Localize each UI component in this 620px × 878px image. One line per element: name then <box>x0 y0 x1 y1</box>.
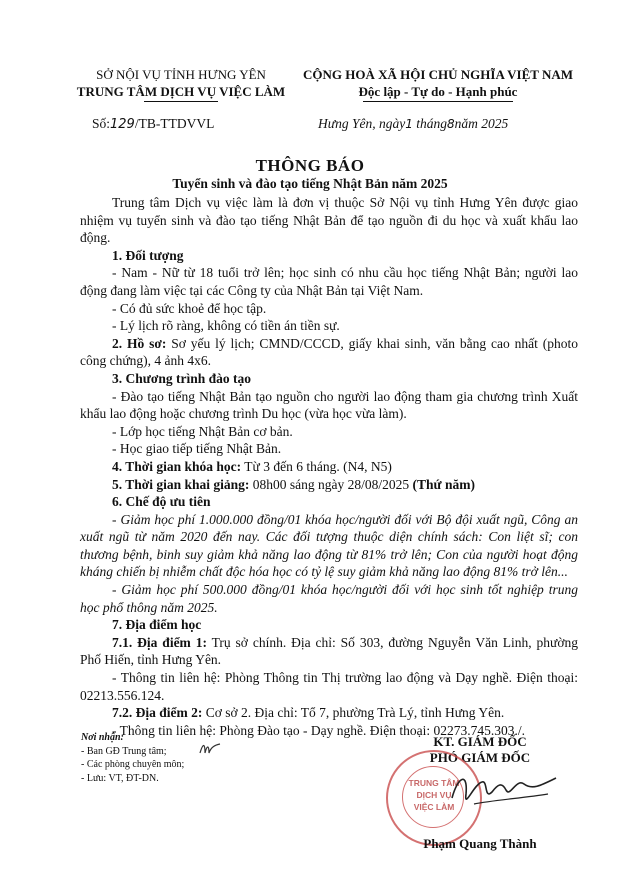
section-5-heading: 5. Thời gian khai giảng: <box>112 476 250 492</box>
section-1-line-1: - Nam - Nữ từ 18 tuổi trở lên; học sinh có nhu cầu học tiếng Nhật Bản; người lao động đang làm việc tại các Công ty của Nhật Bản tại Việt Nam. <box>80 265 578 298</box>
date-year: năm 2025 <box>454 116 509 131</box>
recipient-item: - Các phòng chuyên môn; <box>81 759 185 770</box>
motto: Độc lập - Tự do - Hạnh phúc <box>358 84 518 99</box>
agency-name: SỞ NỘI VỤ TỈNH HƯNG YÊN <box>96 67 266 82</box>
unit-name: TRUNG TÂM DỊCH VỤ VIỆC LÀM <box>76 84 286 99</box>
section-3-line-2: - Lớp học tiếng Nhật Bản cơ bản. <box>112 423 293 439</box>
doc-no-suffix: /TB-TTDVVL <box>134 116 215 131</box>
signer-title-2: PHÓ GIÁM ĐỐC <box>429 750 531 765</box>
nation-block <box>288 66 588 102</box>
seal-text-bot: VIỆC LÀM <box>413 802 455 812</box>
location-2 <box>80 704 578 722</box>
section-6-heading: 6. Chế độ ưu tiên <box>112 494 211 510</box>
recipients-block <box>81 731 184 785</box>
location-1-contact: - Thông tin liên hệ: Phòng Thông tin Thị trường lao động và Dạy nghề. Điện thoại: 02213.556.124. <box>80 670 578 703</box>
section-4-heading: 4. Thời gian khóa học: <box>112 458 242 474</box>
document-number <box>92 116 214 132</box>
section-6-line-1: - Giảm học phí 1.000.000 đồng/01 khóa học/người đối với Bộ đội xuất ngũ, Công an xuất ngũ từ năm 2020 đến nay. Các đối tượng thuộc diện chính sách: Con liệt sĩ; con thương bệnh, binh suy giảm khả năng lao động từ 81% trở lên; Con của người hoạt động kháng chiến bị nhiễm chất độc hóa học có tỷ lệ suy giảm khả năng lao động 81% trở lên... <box>80 511 578 580</box>
date-day: 1 <box>405 117 413 131</box>
recipient-item: - Ban GĐ Trung tâm; <box>81 745 167 757</box>
doc-no-handwritten: 129 <box>110 117 135 132</box>
place-date <box>318 116 508 132</box>
location-1 <box>80 634 578 669</box>
section-7-heading: 7. Địa điểm học <box>112 617 202 633</box>
location-2-contact: - Thông tin liên hệ: Phòng Đào tạo - Dạy nghề. Điện thoại: 02273.745.303./. <box>112 722 525 738</box>
date-place: Hưng Yên, ngày <box>318 116 406 131</box>
nation-name: CỘNG HOÀ XÃ HỘI CHỦ NGHĨA VIỆT NAM <box>302 67 574 82</box>
date-month: 8 <box>447 117 455 131</box>
location-2-text: Cơ sở 2. Địa chỉ: Tổ 7, phường Trà Lý, tỉnh Hưng Yên. <box>202 705 505 721</box>
signer-name: Phạm Quang Thành <box>423 836 537 851</box>
location-1-heading: 7.1. Địa điểm 1: <box>112 634 207 650</box>
section-4 <box>80 458 578 476</box>
seal-text-mid: DỊCH VỤ <box>416 790 452 800</box>
doc-no-prefix: Số: <box>92 116 111 131</box>
section-4-text: Từ 3 đến 6 tháng. (N4, N5) <box>241 458 392 474</box>
section-2-text: Sơ yếu lý lịch; CMND/CCCD, giấy khai sinh, văn bằng cao nhất (photo công chứng), 4 ảnh 4x6. <box>80 335 578 369</box>
section-3-heading: 3. Chương trình đào tạo <box>112 370 251 386</box>
document-subtitle: Tuyển sinh và đào tạo tiếng Nhật Bản năm 2025 <box>172 176 448 191</box>
recipient-item: - Lưu: VT, ĐT-DN. <box>81 772 159 784</box>
document-body <box>80 194 578 739</box>
signer-title-1: KT. GIÁM ĐỐC <box>433 734 527 749</box>
motto-underline <box>363 101 513 102</box>
section-2 <box>80 335 578 370</box>
section-5-text: 08h00 sáng ngày 28/08/2025 <box>249 476 413 492</box>
handwritten-signature <box>444 764 564 824</box>
seal-text-top: TRUNG TÂM <box>408 778 460 788</box>
issuer-underline <box>144 101 218 102</box>
section-3-line-1: - Đào tạo tiếng Nhật Bản tạo nguồn cho người lao động tham gia chương trình Xuất khẩu lao động hoặc chương trình Du học (vừa học vừa làm). <box>80 388 578 422</box>
issuer-block <box>62 66 300 102</box>
section-5-weekday: (Thứ năm) <box>412 476 476 492</box>
date-month-word: tháng <box>416 116 448 131</box>
location-2-heading: 7.2. Địa điểm 2: <box>112 705 203 721</box>
section-2-heading: 2. Hồ sơ: <box>112 335 167 351</box>
intro-paragraph: Trung tâm Dịch vụ việc làm là đơn vị thuộc Sở Nội vụ tỉnh Hưng Yên được giao nhiệm vụ tuyển sinh và đào tạo tiếng Nhật Bản để tạo nguồn đi du học và xuất khẩu lao động. <box>80 195 578 246</box>
section-1-line-2: - Có đủ sức khoẻ để học tập. <box>112 300 267 316</box>
location-1-text: Trụ sở chính. Địa chỉ: Số 303, đường Nguyễn Văn Linh, phường Phố Hiến, tỉnh Hưng Yên. <box>80 634 578 668</box>
section-1-heading: 1. Đối tượng <box>112 247 184 263</box>
recipients-label: Nơi nhận: <box>81 732 124 743</box>
handwritten-initials <box>199 741 221 757</box>
document-title: THÔNG BÁO <box>255 156 365 175</box>
section-1-line-3: - Lý lịch rõ ràng, không có tiền án tiền sự. <box>112 318 340 334</box>
section-3-line-3: - Học giao tiếp tiếng Nhật Bản. <box>112 441 282 457</box>
section-5 <box>80 476 578 494</box>
section-6-line-2: - Giảm học phí 500.000 đồng/01 khóa học/người đối với học sinh tốt nghiệp trung học phổ thông năm 2025. <box>80 582 578 615</box>
